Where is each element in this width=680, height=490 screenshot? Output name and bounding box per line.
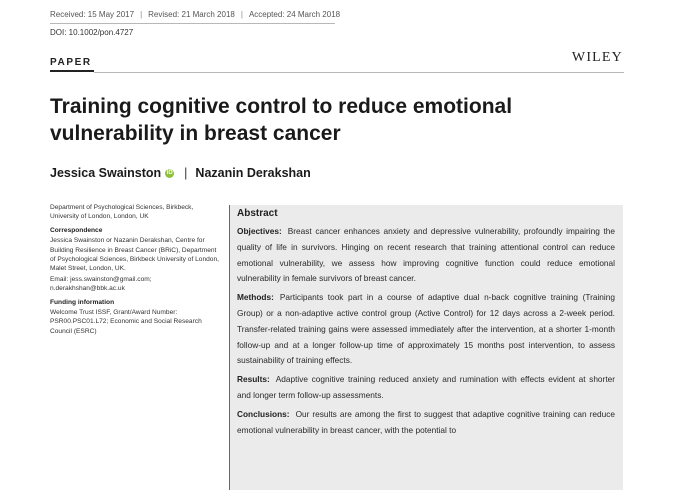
abstract-heading: Abstract (237, 208, 278, 219)
correspondence-details: Jessica Swainston or Nazanin Derakshan, Centre for Building Resilience in Breast Cancer (BRiC), Department of Psychological Sciences, Birkbeck University of London, Malet Street, London, UK. (50, 237, 219, 273)
publisher-logo: WILEY (571, 50, 623, 65)
header-rule (50, 23, 335, 24)
funding-details: Welcome Trust ISSF, Grant/Award Number: PSR00.PSC01.L72; Economic and Social Research Council (ESRC) (50, 309, 202, 335)
date-divider: | (140, 10, 143, 19)
correspondence-email[interactable]: Email: jess.swainston@gmail.com; n.derakhshan@bbk.ac.uk (50, 275, 152, 293)
author-name[interactable]: Nazanin Derakshan (195, 166, 311, 180)
affiliation: Department of Psychological Sciences, Birkbeck, University of London, London, UK (50, 204, 194, 221)
doi[interactable]: DOI: 10.1002/pon.4727 (50, 28, 134, 37)
author-name[interactable]: Jessica Swainston (50, 166, 162, 180)
abstract-section-text: Our results are among the first to suggest that adaptive cognitive training can reduce emotional vulnerability in breast cancer, with the potential to (237, 408, 615, 435)
orcid-icon[interactable]: iD (166, 170, 173, 176)
abstract-section-label: Methods: (237, 292, 274, 303)
title-rule (94, 72, 624, 73)
paper-title: Training cognitive control to reduce emotional vulnerability in breast cancer (50, 95, 513, 145)
abstract-methods (237, 290, 615, 369)
abstract-section-label: Objectives: (237, 226, 282, 236)
received-date: Received: 15 May 2017 (50, 10, 135, 19)
abstract-results (237, 372, 615, 404)
correspondence-heading: Correspondence (50, 226, 103, 234)
section-tag: PAPER (50, 57, 92, 68)
abstract-section-text: Breast cancer enhances anxiety and depressive vulnerability, profoundly impairing the quality of life in survivors. Hinging on recent research that training attentional control can reduce emotional vulnerability, we assess how improving cognitive function could reduce emotional vulnerability in female survivors of breast cancer. (237, 226, 615, 284)
abstract-conclusions (237, 407, 615, 439)
abstract-section-label: Results: (237, 374, 270, 385)
abstract-section-label: Conclusions: (237, 408, 290, 419)
publication-dates (50, 10, 340, 19)
abstract-section-text: Adaptive cognitive training reduced anxiety and rumination with effects evident at shorter and longer term follow-up assessments. (237, 374, 615, 400)
author-separator: | (184, 166, 188, 180)
section-tag-underline (50, 70, 94, 72)
abstract-box (229, 205, 623, 490)
accepted-date: Accepted: 24 March 2018 (248, 10, 341, 19)
date-divider: | (240, 10, 243, 19)
abstract-section-text: Participants took part in a course of adaptive dual n-back cognitive training (Training Group) or a non-adaptive active control group (Active Control) for 12 days across a 2-week period. Transfer-related training gains were assessed immediately after the intervention, at a shorter 1-month follow-up and at a longer follow-up time of approximately 15 months post intervention, to assess sustainability of training effects. (237, 292, 615, 366)
article-sidebar (50, 203, 220, 337)
author-list (50, 166, 311, 180)
abstract-objectives (237, 224, 615, 287)
funding-heading: Funding information (50, 298, 115, 306)
revised-date: Revised: 21 March 2018 (148, 10, 235, 19)
